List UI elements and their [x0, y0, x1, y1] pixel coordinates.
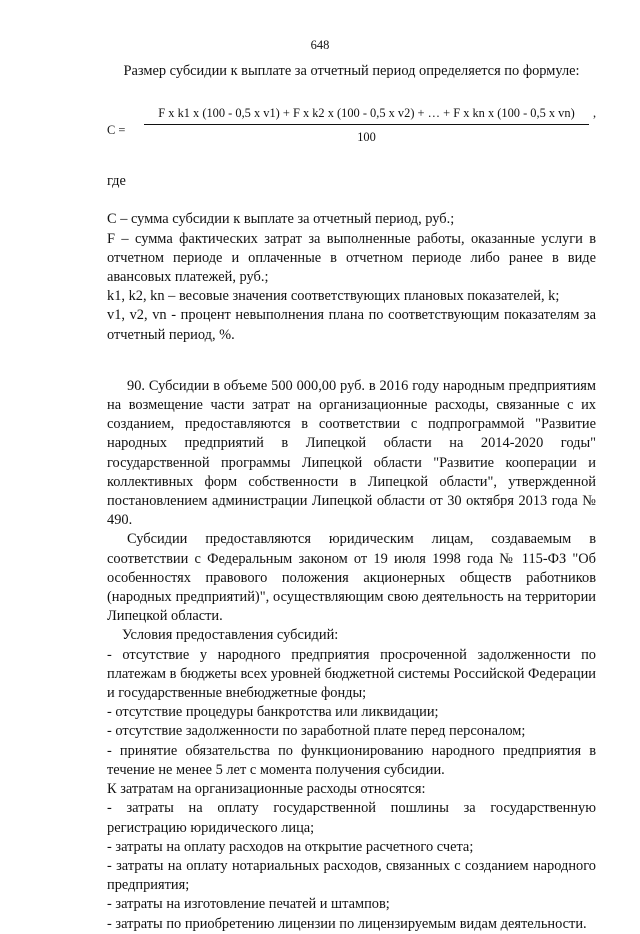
- page-number: 648: [310, 38, 330, 52]
- definition-c: С – сумма субсидии к выплате за отчетный период, руб.;: [107, 211, 455, 228]
- where-label: где: [107, 173, 126, 190]
- formula-lhs: С =: [107, 123, 126, 138]
- definition-v: v1, v2, vn - процент невыполнения плана по соответствующим показателям за отчетный период, %.: [107, 307, 596, 343]
- definition-f: F – сумма фактических затрат за выполненные работы, оказанные услуги в отчетном периоде и оплаченные в отчетном периоде либо ранее в виде авансовых платежей, руб.;: [107, 230, 596, 286]
- formula-denominator: 100: [357, 130, 376, 145]
- formula-fraction: [144, 104, 589, 147]
- cost-item: - затраты на оплату государственной пошлины за государственную регистрацию юридического лица;: [107, 800, 596, 836]
- paragraph-90: 90. Субсидии в объеме 500 000,00 руб. в 2016 году народным предприятиям на возмещение части затрат на организационные расходы, связанные с их созданием, предоставляются в соответствии с подпрограммой "Развитие народных предприятий в Липецкой области на 2014-2020 годы" государственной программы Липецкой области "Развитие кооперации и коллективных форм собственности в Липецкой области", утвержденной постановлением администрации Липецкой области от 30 октября 2013 года № 490.: [107, 377, 596, 529]
- condition-item: - отсутствие процедуры банкротства или ликвидации;: [107, 704, 439, 721]
- cost-item: - затраты на оплату нотариальных расходов, связанных с созданием народного предприятия;: [107, 857, 596, 894]
- formula-trailing: ,: [593, 106, 597, 121]
- document-body: [107, 62, 596, 934]
- costs-heading: К затратам на организационные расходы относятся:: [107, 781, 426, 798]
- conditions-heading: Условия предоставления субсидий:: [122, 627, 339, 644]
- cost-item: - затраты на оплату расходов на открытие расчетного счета;: [107, 838, 474, 855]
- subsidy-formula: [107, 94, 596, 172]
- condition-item: - отсутствие у народного предприятия просроченной задолженности по платежам в бюджеты всех уровней бюджетной системы Российской Федерации и государственные внебюджетные фонды;: [107, 646, 596, 702]
- cost-item: - затраты на изготовление печатей и штампов;: [107, 896, 390, 913]
- condition-item: - отсутствие задолженности по заработной плате перед персоналом;: [107, 723, 526, 740]
- formula-intro: Размер субсидии к выплате за отчетный период определяется по формуле:: [123, 63, 580, 79]
- definition-k: k1, k2, kn – весовые значения соответствующих плановых показателей, k;: [107, 288, 560, 305]
- cost-item: - затраты по приобретению лицензии по лицензируемым видам деятельности.: [107, 915, 587, 932]
- condition-item: - принятие обязательства по функционированию народного предприятия в течение не менее 5 лет с момента получения субсидии.: [107, 742, 596, 778]
- formula-numerator: F x k1 x (100 - 0,5 x v1) + F x k2 x (100 - 0,5 x v2) + … + F x kn x (100 - 0,5 x vn): [144, 104, 589, 125]
- paragraph-recipients: Субсидии предоставляются юридическим лицам, создаваемым в соответствии с Федеральным законом от 19 июля 1998 года № 115-ФЗ "Об особенностях правового положения акционерных обществ работников (народных предприятий)", осуществляющим свою деятельность на территории Липецкой области.: [107, 531, 596, 625]
